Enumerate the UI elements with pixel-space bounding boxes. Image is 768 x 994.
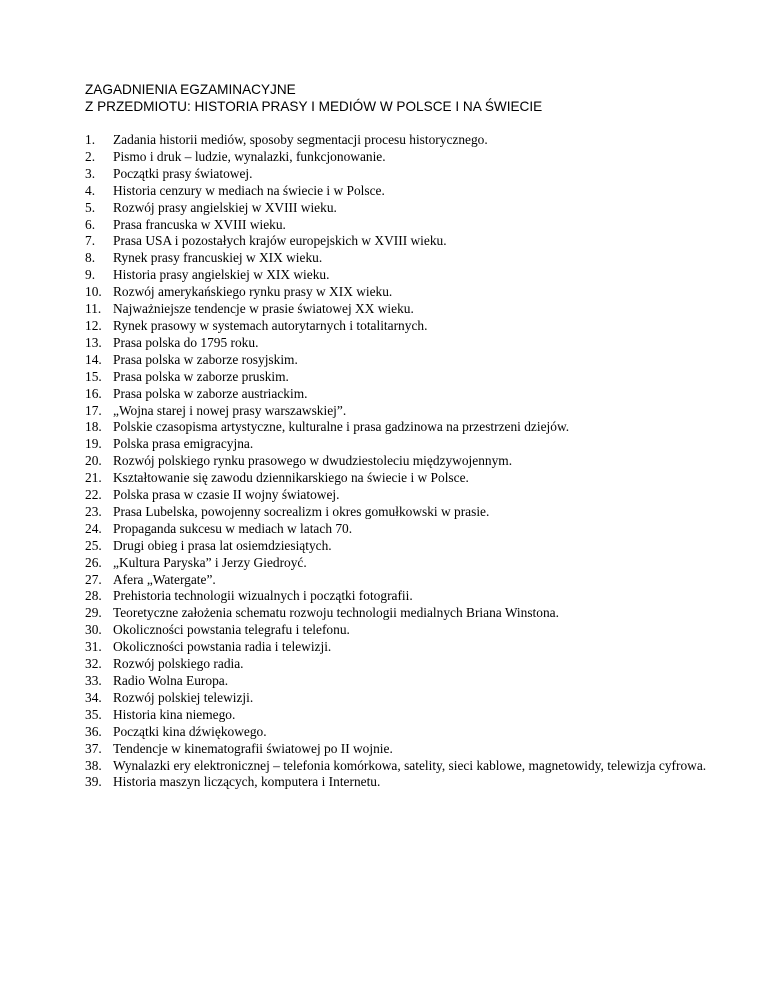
list-item — [85, 470, 725, 487]
list-item-text: Prasa Lubelska, powojenny socrealizm i okres gomułkowski w prasie. — [113, 503, 490, 519]
list-item-number: 14. — [85, 351, 102, 367]
list-item — [85, 352, 725, 369]
list-item-number: 20. — [85, 453, 102, 469]
list-item-text: Historia cenzury w mediach na świecie i w Polsce. — [113, 182, 385, 198]
list-item-text: Okoliczności powstania radia i telewizji. — [113, 639, 332, 655]
list-item-text: Propaganda sukcesu w mediach w latach 70. — [113, 520, 353, 536]
list-item — [85, 217, 725, 234]
list-item-number: 15. — [85, 368, 102, 384]
list-item — [85, 707, 725, 724]
list-item-text: Rynek prasy francuskiej w XIX wieku. — [113, 250, 323, 266]
document-heading — [85, 81, 725, 115]
list-item-number: 22. — [85, 487, 102, 503]
list-item-number: 38. — [85, 757, 102, 773]
list-item — [85, 758, 725, 775]
list-item — [85, 555, 725, 572]
list-item — [85, 724, 725, 741]
list-item-text: Początki prasy światowej. — [113, 165, 253, 181]
list-item — [85, 149, 725, 166]
list-item-text: Wynalazki ery elektronicznej – telefonia komórkowa, satelity, sieci kablowe, magnetowidy, telewizja cyfrowa. — [113, 757, 707, 773]
list-item — [85, 200, 725, 217]
list-item — [85, 487, 725, 504]
list-item-number: 23. — [85, 503, 102, 519]
list-item — [85, 521, 725, 538]
list-item-number: 9. — [85, 267, 96, 283]
list-item-text: Historia kina niemego. — [113, 706, 236, 722]
list-item — [85, 318, 725, 335]
list-item-number: 4. — [85, 182, 96, 198]
list-item-text: Rozwój polskiego rynku prasowego w dwudziestoleciu międzywojennym. — [113, 453, 513, 469]
list-item-number: 37. — [85, 740, 102, 756]
list-item-text: Prasa francuska w XVIII wieku. — [113, 216, 286, 232]
list-item-number: 16. — [85, 385, 102, 401]
list-item — [85, 774, 725, 791]
list-item-text: Rynek prasowy w systemach autorytarnych i totalitarnych. — [113, 317, 428, 333]
list-item — [85, 639, 725, 656]
list-item — [85, 132, 725, 149]
list-item-text: Rozwój amerykańskiego rynku prasy w XIX wieku. — [113, 284, 393, 300]
list-item-text: Teoretyczne założenia schematu rozwoju technologii medialnych Briana Winstona. — [113, 605, 559, 621]
list-item-text: Kształtowanie się zawodu dziennikarskiego na świecie i w Polsce. — [113, 470, 469, 486]
list-item — [85, 233, 725, 250]
list-item — [85, 690, 725, 707]
list-item — [85, 538, 725, 555]
list-item-text: Tendencje w kinematografii światowej po II wojnie. — [113, 740, 393, 756]
list-item-number: 29. — [85, 605, 102, 621]
list-item-text: Prasa polska w zaborze pruskim. — [113, 368, 289, 384]
list-item-number: 12. — [85, 317, 102, 333]
list-item-number: 11. — [85, 301, 102, 317]
list-item-text: Prasa polska w zaborze rosyjskim. — [113, 351, 298, 367]
list-item — [85, 436, 725, 453]
list-item-number: 19. — [85, 436, 102, 452]
list-item — [85, 673, 725, 690]
list-item-number: 18. — [85, 419, 102, 435]
list-item-number: 30. — [85, 622, 102, 638]
list-item-text: Prasa polska w zaborze austriackim. — [113, 385, 308, 401]
list-item-text: „Wojna starej i nowej prasy warszawskiej”. — [113, 402, 347, 418]
list-item-text: Rozwój polskiej telewizji. — [113, 689, 254, 705]
list-item-number: 36. — [85, 723, 102, 739]
list-item-number: 26. — [85, 554, 102, 570]
list-item — [85, 403, 725, 420]
list-item-text: Radio Wolna Europa. — [113, 673, 229, 688]
list-item-number: 31. — [85, 639, 102, 655]
list-item-text: Prehistoria technologii wizualnych i początki fotografii. — [113, 588, 413, 604]
list-item — [85, 605, 725, 622]
list-item-text: Afera „Watergate”. — [113, 571, 216, 587]
list-item-text: Początki kina dźwiękowego. — [113, 723, 267, 739]
list-item — [85, 301, 725, 318]
list-item-text: Najważniejsze tendencje w prasie światowej XX wieku. — [113, 301, 414, 317]
list-item — [85, 504, 725, 521]
list-item-number: 8. — [85, 250, 96, 266]
list-item — [85, 386, 725, 403]
heading-line-2: Z PRZEDMIOTU: HISTORIA PRASY I MEDIÓW W POLSCE I NA ŚWIECIE — [85, 99, 543, 114]
list-item-number: 10. — [85, 284, 102, 300]
list-item-text: Prasa polska do 1795 roku. — [113, 334, 259, 350]
list-item-number: 1. — [85, 132, 96, 147]
list-item — [85, 250, 725, 267]
list-item-text: „Kultura Paryska” i Jerzy Giedroyć. — [113, 554, 307, 570]
list-item — [85, 267, 725, 284]
list-item-number: 3. — [85, 165, 96, 181]
list-item — [85, 166, 725, 183]
list-item-number: 33. — [85, 673, 102, 688]
list-item-number: 28. — [85, 588, 102, 604]
list-item — [85, 622, 725, 639]
list-item — [85, 369, 725, 386]
list-item — [85, 284, 725, 301]
list-item-text: Zadania historii mediów, sposoby segmentacji procesu historycznego. — [113, 132, 488, 147]
list-item-number: 21. — [85, 470, 102, 486]
list-item-number: 5. — [85, 199, 96, 215]
list-item-text: Polska prasa emigracyjna. — [113, 436, 254, 452]
list-item-text: Rozwój polskiego radia. — [113, 656, 244, 672]
list-item-text: Rozwój prasy angielskiej w XVIII wieku. — [113, 199, 337, 215]
list-item-text: Historia maszyn liczących, komputera i Internetu. — [113, 774, 381, 790]
list-item — [85, 183, 725, 200]
list-item-text: Polska prasa w czasie II wojny światowej. — [113, 487, 340, 503]
list-item — [85, 588, 725, 605]
list-item-number: 6. — [85, 216, 96, 232]
list-item — [85, 419, 725, 436]
list-item-text: Drugi obieg i prasa lat osiemdziesiątych. — [113, 537, 332, 553]
list-item-text: Historia prasy angielskiej w XIX wieku. — [113, 267, 330, 283]
exam-topics-list — [85, 132, 725, 791]
list-item-number: 7. — [85, 233, 96, 249]
list-item — [85, 741, 725, 758]
list-item — [85, 453, 725, 470]
list-item-number: 17. — [85, 402, 102, 418]
list-item-number: 13. — [85, 334, 102, 350]
document-page — [85, 81, 725, 791]
list-item-number: 24. — [85, 520, 102, 536]
list-item-text: Okoliczności powstania telegrafu i telefonu. — [113, 622, 350, 638]
list-item — [85, 572, 725, 589]
heading-line-1: ZAGADNIENIA EGZAMINACYJNE — [85, 82, 296, 97]
list-item-number: 34. — [85, 689, 102, 705]
list-item-number: 25. — [85, 537, 102, 553]
list-item-number: 32. — [85, 656, 102, 672]
list-item — [85, 335, 725, 352]
list-item-number: 39. — [85, 774, 102, 790]
list-item-number: 27. — [85, 571, 102, 587]
list-item-text: Pismo i druk – ludzie, wynalazki, funkcjonowanie. — [113, 148, 386, 164]
list-item-number: 35. — [85, 706, 102, 722]
list-item — [85, 656, 725, 673]
list-item-text: Polskie czasopisma artystyczne, kulturalne i prasa gadzinowa na przestrzeni dziejów. — [113, 419, 570, 435]
list-item-number: 2. — [85, 148, 96, 164]
list-item-text: Prasa USA i pozostałych krajów europejskich w XVIII wieku. — [113, 233, 447, 249]
